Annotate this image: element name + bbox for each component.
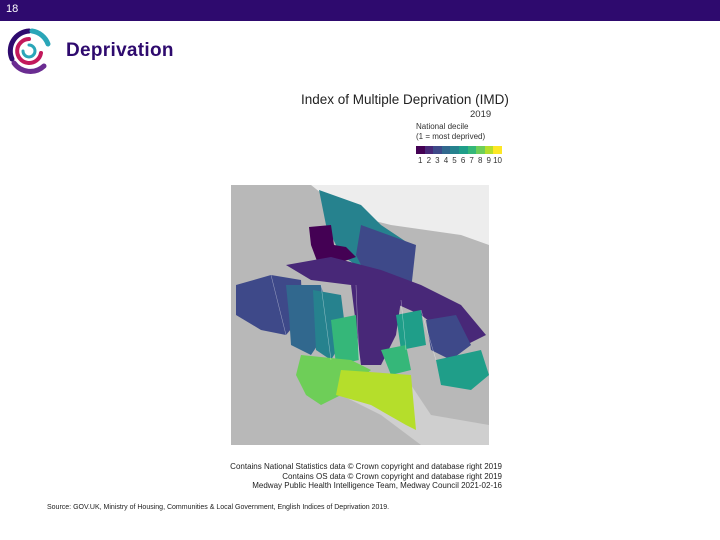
legend-label: 1 (418, 156, 423, 165)
legend-title (416, 122, 485, 142)
credit-line: Contains National Statistics data © Crown copyright and database right 2019 (230, 462, 502, 471)
legend-label: 7 (469, 156, 474, 165)
legend-swatch (493, 146, 502, 154)
page-title: Deprivation (66, 40, 174, 61)
legend-label: 6 (460, 156, 466, 165)
map-title: Index of Multiple Deprivation (IMD) (301, 92, 509, 107)
legend-swatch (485, 146, 494, 154)
legend-swatch (459, 146, 468, 154)
credit-line: Contains OS data © Crown copyright and database right 2019 (282, 471, 502, 481)
legend-labels (416, 156, 502, 165)
source-note: Source: GOV.UK, Ministry of Housing, Communities & Local Government, English Indices of Deprivation 2019. (47, 504, 390, 511)
lsoa-green-central (331, 315, 359, 365)
logo-icon (4, 26, 54, 76)
legend-label: 9 (486, 156, 491, 165)
legend-swatch (433, 146, 442, 154)
legend-label: 3 (435, 156, 440, 165)
map-year: 2019 (470, 109, 492, 120)
legend-swatch (468, 146, 477, 154)
page-number: 18 (6, 3, 19, 15)
legend-label: 2 (426, 156, 432, 165)
legend-color-scale (416, 146, 502, 154)
legend-label: 5 (452, 156, 457, 165)
legend-label: 10 (493, 156, 502, 165)
top-banner (0, 0, 720, 21)
legend-label: 8 (477, 156, 483, 165)
legend-swatch (442, 146, 451, 154)
deprivation-map (231, 185, 489, 445)
legend-swatch (476, 146, 485, 154)
legend-title-line2: (1 = most deprived) (416, 132, 486, 141)
legend-swatch (416, 146, 425, 154)
legend-swatch (450, 146, 459, 154)
legend-swatch (425, 146, 434, 154)
legend-label: 4 (443, 156, 449, 165)
credit-line: Medway Public Health Intelligence Team, Medway Council 2021-02-16 (252, 481, 502, 490)
legend-title-line1: National decile (416, 122, 469, 131)
lsoa-teal-east (396, 310, 426, 350)
map-credits (202, 462, 502, 491)
